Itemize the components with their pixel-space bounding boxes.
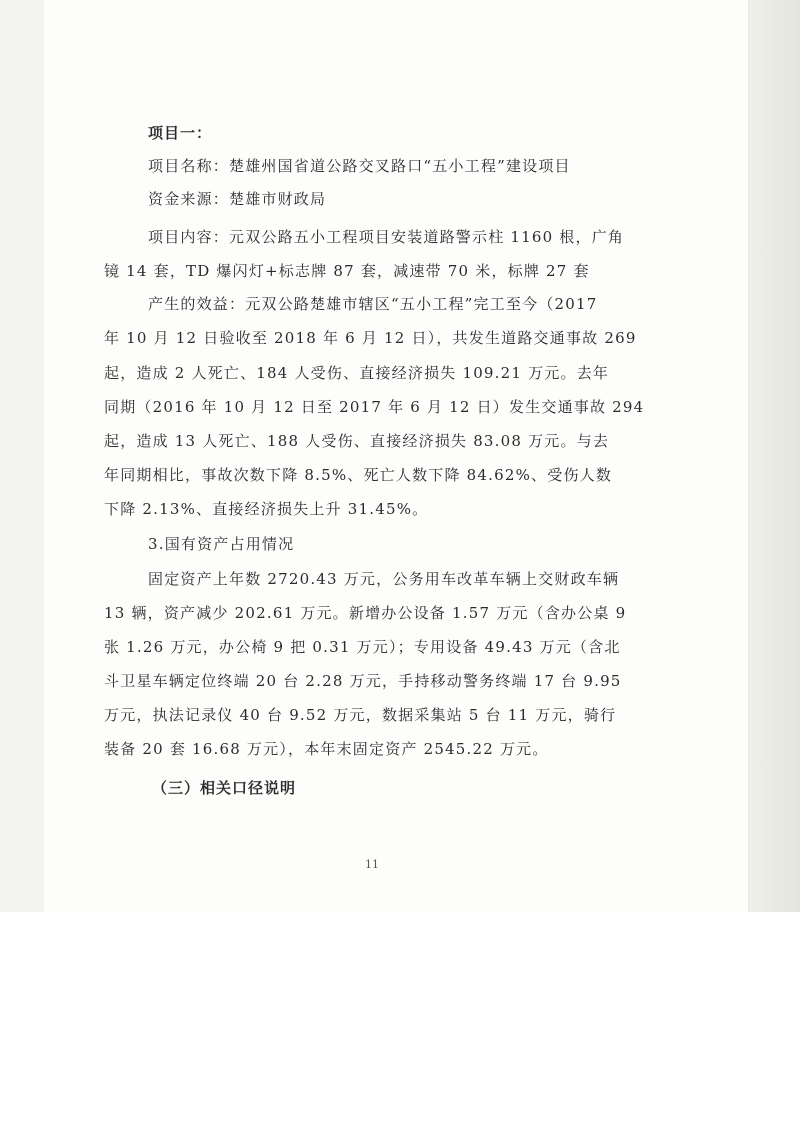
benefit-line: 同期（2016 年 10 月 12 日至 2017 年 6 月 12 日）发生交通事故 294 xyxy=(104,398,645,416)
project-heading: 项目一： xyxy=(148,124,213,142)
section-heading: （三）相关口径说明 xyxy=(152,779,297,797)
project-name: 项目名称：楚雄州国省道公路交叉路口“五小工程”建设项目 xyxy=(148,157,571,175)
assets-line: 13 辆，资产减少 202.61 万元。新增办公设备 1.57 万元（含办公桌 9 xyxy=(104,604,627,622)
page-number: 11 xyxy=(365,858,379,871)
benefit-line: 起，造成 2 人死亡、184 人受伤、直接经济损失 109.21 万元。去年 xyxy=(104,364,610,382)
benefit-line: 起，造成 13 人死亡、188 人受伤、直接经济损失 83.08 万元。与去 xyxy=(104,432,610,450)
benefit-line: 下降 2.13%、直接经济损失上升 31.45%。 xyxy=(104,500,429,518)
assets-line: 装备 20 套 16.68 万元），本年末固定资产 2545.22 万元。 xyxy=(104,740,549,758)
project-content-line: 镜 14 套，TD 爆闪灯+标志牌 87 套，减速带 70 米，标牌 27 套 xyxy=(104,262,590,280)
section-3-title: 3.国有资产占用情况 xyxy=(148,535,295,553)
scan-edge-shadow xyxy=(748,0,800,912)
project-content-line: 项目内容：元双公路五小工程项目安装道路警示柱 1160 根，广角 xyxy=(148,228,625,246)
benefit-line: 年 10 月 12 日验收至 2018 年 6 月 12 日），共发生道路交通事故 269 xyxy=(104,329,637,347)
assets-line: 斗卫星车辆定位终端 20 台 2.28 万元，手持移动警务终端 17 台 9.95 xyxy=(104,672,622,690)
funding-source: 资金来源：楚雄市财政局 xyxy=(148,190,327,208)
benefit-line: 产生的效益：元双公路楚雄市辖区“五小工程”完工至今（2017 xyxy=(148,295,598,313)
assets-line: 万元，执法记录仪 40 台 9.52 万元，数据采集站 5 台 11 万元，骑行 xyxy=(104,706,617,724)
assets-line: 固定资产上年数 2720.43 万元，公务用车改革车辆上交财政车辆 xyxy=(148,570,620,588)
assets-line: 张 1.26 万元，办公椅 9 把 0.31 万元）；专用设备 49.43 万元（含北 xyxy=(104,638,621,656)
benefit-line: 年同期相比，事故次数下降 8.5%、死亡人数下降 84.62%、受伤人数 xyxy=(104,466,613,484)
